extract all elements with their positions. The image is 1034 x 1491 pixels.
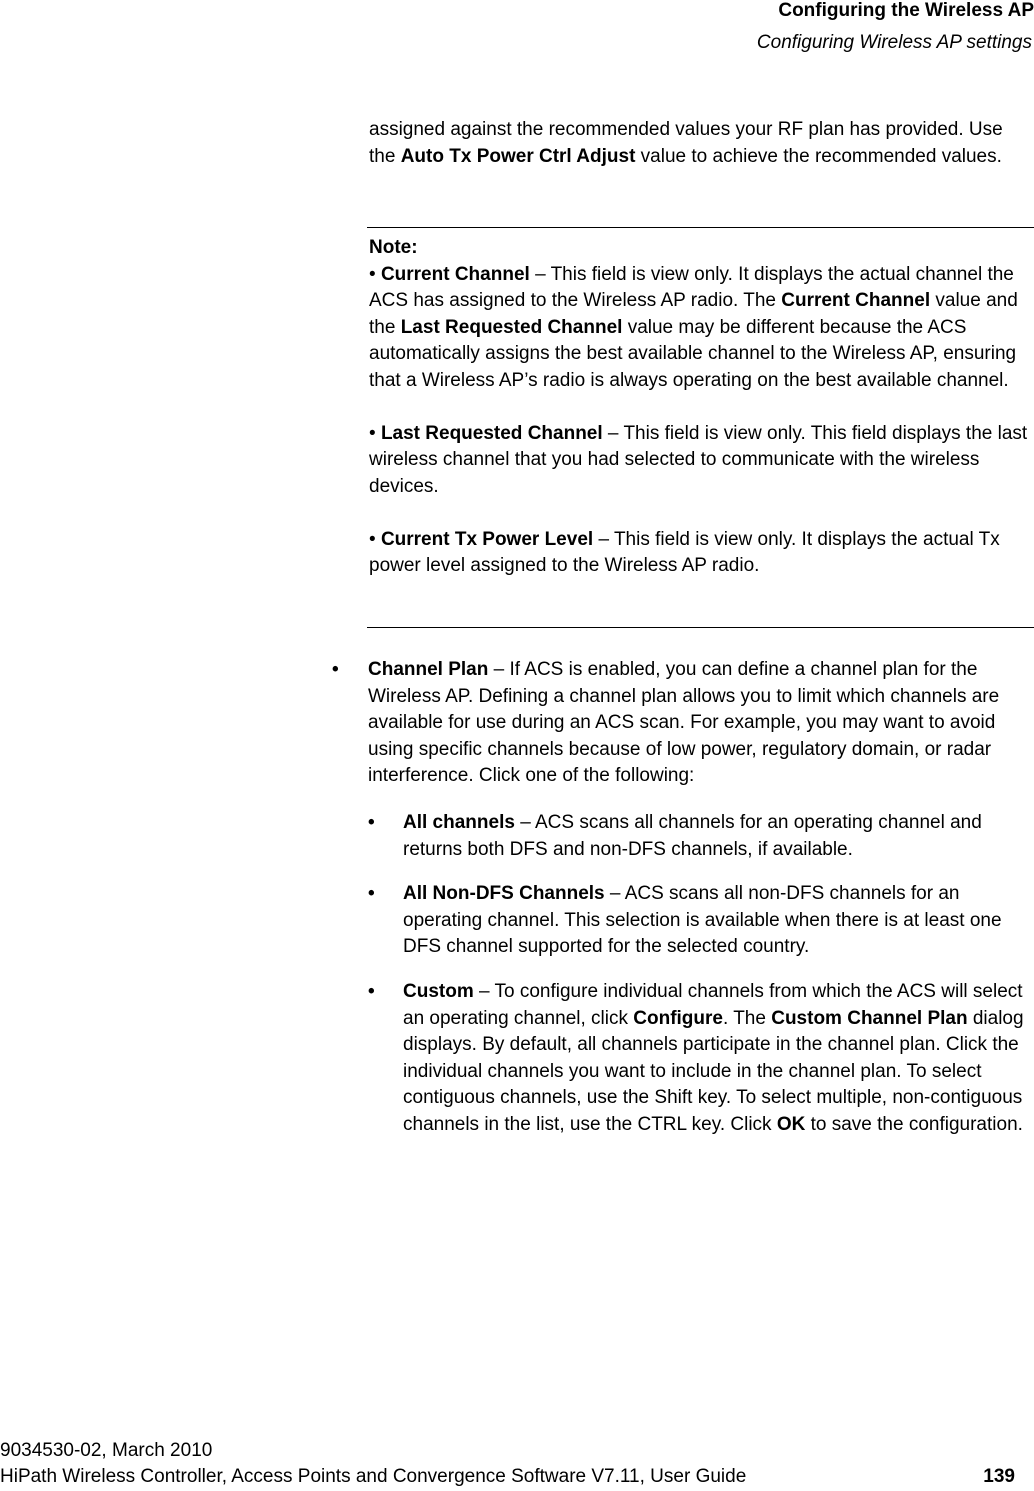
note-text: – This field is view only. This field displays the last wireless channel that you had selected to communicate with the wireless devices. xyxy=(369,422,1028,497)
note-item-current-channel xyxy=(369,262,1033,395)
channel-plan-text: – If ACS is enabled, you can define a channel plan for the Wireless AP. Defining a channel plan allows you to limit which channels are available for use during an ACS scan. For example, you may want to avoid using specific channels because of low power, regulatory domain, or radar interference. Click one of the following: xyxy=(368,659,1000,786)
note-text: – This field is view only. It displays the actual channel the ACS has assigned to the Wireless AP radio. The xyxy=(369,263,1014,311)
term-last-requested-channel: Last Requested Channel xyxy=(380,422,603,444)
option-all-non-dfs-channels xyxy=(368,881,1034,961)
note-bullet: • xyxy=(369,422,376,444)
term-current-channel: Current Channel xyxy=(781,290,931,311)
chapter-title: Configuring the Wireless AP xyxy=(778,0,1034,21)
note-text: – This field is view only. It displays the actual Tx power level assigned to the Wireless AP radio. xyxy=(369,528,1000,576)
term-all-channels: All channels xyxy=(403,812,515,833)
intro-bold-term: Auto Tx Power Ctrl Adjust xyxy=(400,145,636,167)
option-text: . The xyxy=(722,1007,772,1029)
doc-id: 9034530-02, March 2010 xyxy=(0,1440,213,1461)
note-bottom-rule xyxy=(367,627,1034,628)
term-custom-channel-plan: Custom Channel Plan xyxy=(771,1007,968,1029)
term-configure: Configure xyxy=(633,1007,723,1029)
option-text: to save the configuration. xyxy=(805,1113,1023,1135)
note-item-current-tx-power-level xyxy=(369,527,1033,580)
term-custom: Custom xyxy=(403,981,474,1002)
option-text: – To configure individual channels from which the ACS will select an operating channel, click xyxy=(403,981,1023,1029)
term-all-non-dfs-channels: All Non-DFS Channels xyxy=(403,883,605,904)
note-text: value and the xyxy=(369,290,1018,338)
intro-text-1: assigned against the recommended values your RF plan has provided. Use the xyxy=(369,119,1003,167)
term-channel-plan: Channel Plan xyxy=(368,659,489,680)
term-current-channel: Current Channel xyxy=(380,263,530,285)
channel-plan-item xyxy=(332,657,1034,790)
doc-title: HiPath Wireless Controller, Access Points and Convergence Software V7.11, User Guide xyxy=(0,1466,747,1487)
intro-paragraph xyxy=(369,117,1033,170)
bullet: • xyxy=(332,659,339,680)
bullet: • xyxy=(368,883,375,904)
intro-text-2: value to achieve the recommended values. xyxy=(635,145,1002,167)
option-text: – ACS scans all channels for an operating channel and returns both DFS and non-DFS channels, if available. xyxy=(403,812,982,860)
term-last-requested-channel: Last Requested Channel xyxy=(400,316,623,338)
page-number: 139 xyxy=(983,1466,1015,1487)
option-text: – ACS scans all non-DFS channels for an operating channel. This selection is available when there is at least one DFS channel supported for the selected country. xyxy=(403,883,1002,957)
note-bullet: • xyxy=(369,528,376,550)
note-box xyxy=(369,235,1033,580)
option-custom xyxy=(368,979,1034,1138)
option-all-channels xyxy=(368,810,1034,863)
note-top-rule xyxy=(367,227,1034,228)
note-label: Note: xyxy=(369,237,418,258)
bullet: • xyxy=(368,981,375,1002)
section-title: Configuring Wireless AP settings xyxy=(756,32,1032,53)
bullet: • xyxy=(368,812,375,833)
term-current-tx-power-level: Current Tx Power Level xyxy=(380,528,594,550)
term-ok: OK xyxy=(776,1113,806,1135)
note-text: value may be different because the ACS automatically assigns the best available channel to the Wireless AP, ensuring that a Wireless AP’s radio is always operating on the best available channel. xyxy=(369,316,1017,391)
note-item-last-requested-channel xyxy=(369,421,1033,501)
note-bullet: • xyxy=(369,263,376,285)
option-text: dialog displays. By default, all channels participate in the channel plan. Click the individual channels you want to include in the channel plan. To select contiguous channels, use the Shift key. To select multiple, non-contiguous channels in the list, use the CTRL key. Click xyxy=(403,1007,1024,1135)
